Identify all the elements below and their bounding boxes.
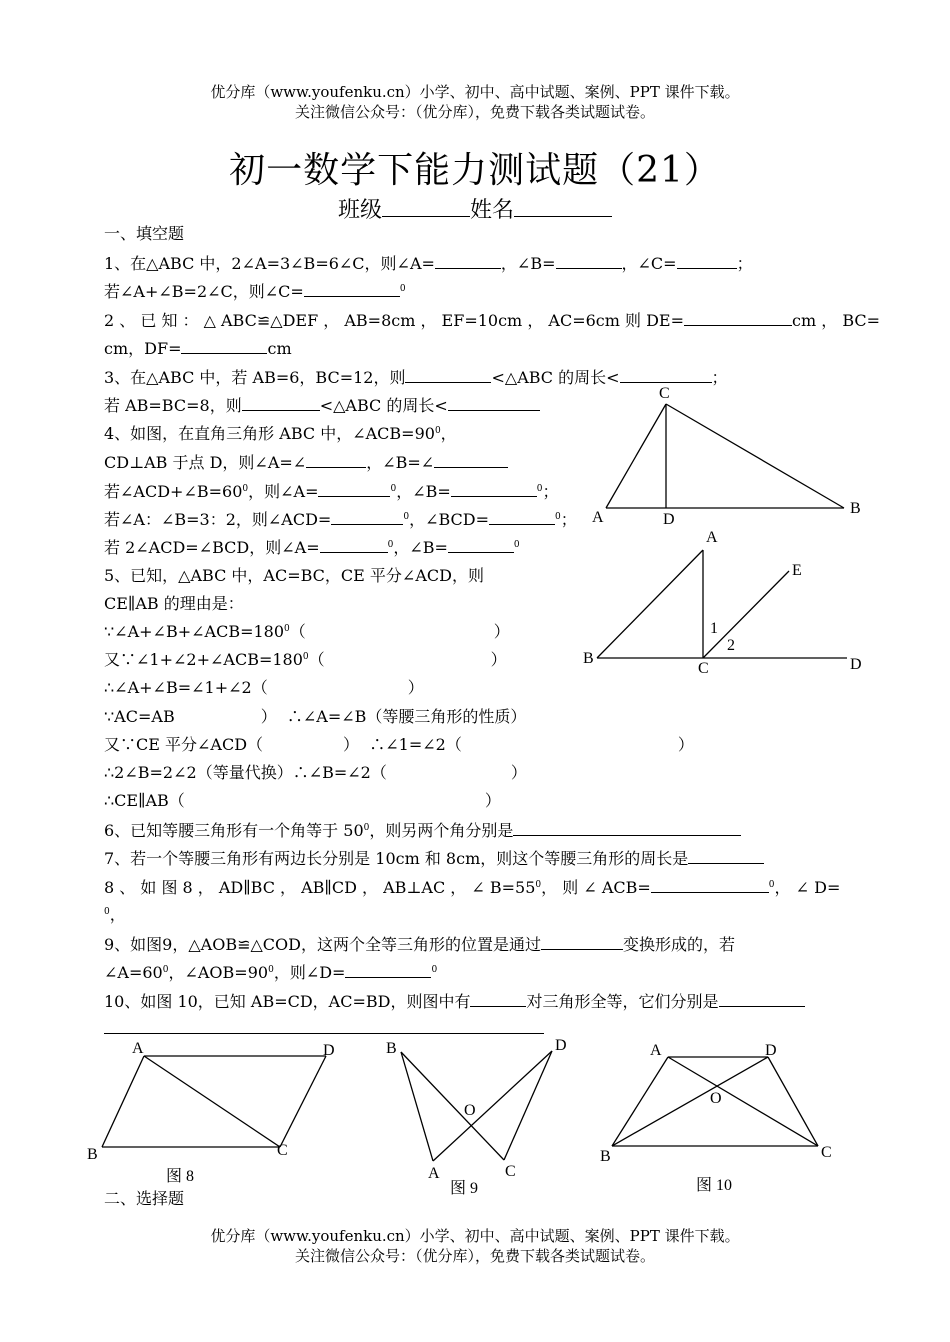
label-E: E bbox=[792, 562, 802, 579]
label-B: B bbox=[386, 1040, 397, 1057]
question-5-line-3: $\because\angle A+\angle B+\angle ACB=180^0$（ ） bbox=[104, 622, 510, 641]
question-5-line-8: ∴2∠B=2∠2（等量代换）∴∠B=∠2（ ） bbox=[104, 763, 527, 782]
blank[interactable] bbox=[181, 338, 267, 354]
blank[interactable] bbox=[434, 452, 508, 468]
label-C: C bbox=[821, 1144, 832, 1161]
class-label: 班级 bbox=[337, 198, 382, 223]
blank[interactable] bbox=[331, 509, 403, 525]
label-C: C bbox=[277, 1142, 288, 1159]
question-10-line-1: 10、如图 10，已知 AB=CD，AC=BD，则图中有 对三角形全等，它们分别是 bbox=[104, 991, 805, 1012]
figure-10-caption: 图 10 bbox=[696, 1177, 733, 1194]
question-7: 7、若一个等腰三角形有两边长分别是 10cm 和 8cm，则这个等腰三角形的周长是 bbox=[104, 848, 764, 869]
angle-1: 1 bbox=[710, 620, 718, 637]
figure-right-triangle bbox=[580, 380, 870, 530]
blank[interactable] bbox=[719, 991, 805, 1007]
label-D: D bbox=[850, 656, 862, 673]
label-C: C bbox=[659, 385, 670, 402]
label-B: B bbox=[850, 500, 861, 517]
label-O: O bbox=[464, 1102, 476, 1119]
question-4-line-5: 若 2∠ACD=∠BCD，则∠A= $^0$，∠B= $^0$ bbox=[104, 538, 520, 557]
footer-line-1: 优分库（www.youfenku.cn）小学、初中、高中试题、案例、PPT 课件下载。 bbox=[210, 1227, 740, 1245]
question-4-line-3: 若$\angle ACD+\angle B=60^0$，则∠A= $^0$，∠B= $^0$； bbox=[104, 482, 559, 501]
question-3-line-1: 3、在△ABC 中，若 AB=6，BC=12，则 <△ABC 的周长< ； bbox=[104, 368, 728, 387]
question-3-line-2: 若 AB=BC=8，则 <△ABC 的周长< bbox=[104, 395, 540, 416]
question-1-line-2: 若∠A+∠B=2∠C，则∠C= $^0$ bbox=[104, 282, 406, 301]
blank[interactable] bbox=[242, 395, 320, 411]
blank[interactable] bbox=[470, 991, 526, 1007]
blank[interactable] bbox=[318, 481, 390, 497]
label-C: C bbox=[698, 660, 709, 677]
name-label: 姓名 bbox=[470, 198, 515, 223]
question-5-line-2: CE∥AB 的理由是： bbox=[104, 594, 244, 613]
label-D: D bbox=[323, 1042, 335, 1059]
section-fill-blank: 一、填空题 bbox=[104, 224, 185, 243]
question-6: 6、已知等腰三角形有一个角等于 $50^0$，则另两个角分别是 bbox=[104, 820, 741, 841]
blank[interactable] bbox=[448, 537, 514, 553]
question-4-line-4: 若∠A：∠B=3：2，则∠ACD= $^0$，∠BCD= $^0$； bbox=[104, 510, 577, 529]
question-5-line-5: ∴∠A+∠B=∠1+∠2（ ） bbox=[104, 678, 424, 697]
question-4-line-2: CD⊥AB 于点 D，则∠A=∠ ，∠B=∠ bbox=[104, 452, 508, 473]
label-B: B bbox=[600, 1148, 611, 1165]
figure-8-parallelogram bbox=[80, 1035, 340, 1165]
label-A: A bbox=[132, 1040, 144, 1057]
label-A: A bbox=[428, 1165, 440, 1180]
figure-9-caption: 图 9 bbox=[450, 1180, 479, 1197]
angle-2: 2 bbox=[727, 637, 735, 654]
figure-9-bowtie bbox=[378, 1030, 578, 1180]
name-blank[interactable] bbox=[514, 198, 612, 217]
question-5-line-4: 又$\because\angle 1+\angle 2+\angle ACB=180^0$（ ） bbox=[104, 650, 507, 669]
question-2-line-2: cm，DF= cm bbox=[104, 339, 292, 358]
blank[interactable] bbox=[677, 253, 737, 269]
blank[interactable] bbox=[651, 877, 769, 893]
blank[interactable] bbox=[541, 934, 623, 950]
section-multiple-choice: 二、选择题 bbox=[104, 1189, 185, 1208]
blank[interactable] bbox=[556, 253, 622, 269]
blank[interactable] bbox=[489, 509, 555, 525]
blank[interactable] bbox=[320, 537, 388, 553]
label-C: C bbox=[505, 1163, 516, 1180]
blank[interactable] bbox=[345, 962, 431, 978]
label-A: A bbox=[650, 1042, 662, 1059]
label-D: D bbox=[765, 1042, 777, 1059]
figure-8-caption: 图 8 bbox=[166, 1168, 195, 1185]
question-9-line-2: $\angle A=60^0$，$\angle AOB=90^0$，则∠D= $^0$ bbox=[104, 963, 438, 982]
question-8-line-2: $^0$， bbox=[104, 905, 126, 924]
question-8-line-1: 8 、 如 图 8 ， AD∥BC ， AB∥CD ， AB⊥AC ， ∠ $B=55^0$， 则 ∠ ACB= $^0$， ∠ D= bbox=[104, 878, 841, 897]
question-4-line-1: 4、如图，在直角三角形 ABC 中，$\angle ACB=90^0$， bbox=[104, 424, 457, 443]
figure-10-trapezoid bbox=[596, 1035, 846, 1165]
label-B: B bbox=[87, 1146, 98, 1163]
question-5-line-6: ∵AC=AB ） ∴∠A=∠B（等腰三角形的性质） bbox=[104, 707, 527, 726]
label-D: D bbox=[663, 511, 675, 528]
blank[interactable] bbox=[684, 310, 792, 326]
question-9-line-1: 9、如图9，△AOB≌△COD，这两个全等三角形的位置是通过 变换形成的，若 bbox=[104, 935, 736, 954]
blank[interactable] bbox=[405, 367, 491, 383]
label-O: O bbox=[710, 1090, 722, 1107]
blank[interactable] bbox=[688, 848, 764, 864]
label-A: A bbox=[592, 509, 604, 526]
label-B: B bbox=[583, 650, 594, 667]
blank[interactable] bbox=[306, 452, 366, 468]
label-D: D bbox=[555, 1037, 567, 1054]
subtitle bbox=[0, 193, 950, 224]
question-5-line-7: 又∵CE 平分∠ACD（ ） ∴∠1=∠2（ ） bbox=[104, 735, 694, 754]
blank[interactable] bbox=[448, 395, 540, 411]
blank[interactable] bbox=[435, 253, 501, 269]
figure-parallel-ce-ab bbox=[575, 525, 870, 680]
header-line-1: 优分库（www.youfenku.cn）小学、初中、高中试题、案例、PPT 课件下载。 bbox=[210, 83, 740, 101]
blank[interactable] bbox=[304, 281, 400, 297]
footer-line-2: 关注微信公众号：（优分库），免费下载各类试题试卷。 bbox=[294, 1247, 655, 1265]
question-2-line-1: 2 、 已 知 ： △ ABC≌△DEF ， AB=8cm ， EF=10cm ， AC=6cm 则 DE= cm ， BC= bbox=[104, 311, 881, 330]
question-5-line-9: ∴CE∥AB（ ） bbox=[104, 791, 501, 810]
header-line-2: 关注微信公众号：（优分库），免费下载各类试题试卷。 bbox=[294, 103, 655, 121]
class-blank[interactable] bbox=[382, 198, 470, 217]
blank[interactable] bbox=[451, 481, 537, 497]
question-1-line-1: 1、在△ABC 中，2∠A=3∠B=6∠C，则∠A= ，∠B= ，∠C= ； bbox=[104, 254, 753, 273]
question-5-line-1: 5、已知，△ABC 中，AC=BC，CE 平分∠ACD，则 bbox=[104, 566, 484, 585]
blank[interactable] bbox=[513, 820, 741, 836]
label-A: A bbox=[706, 529, 718, 546]
page-title: 初一数学下能力测试题（21） bbox=[229, 150, 721, 191]
